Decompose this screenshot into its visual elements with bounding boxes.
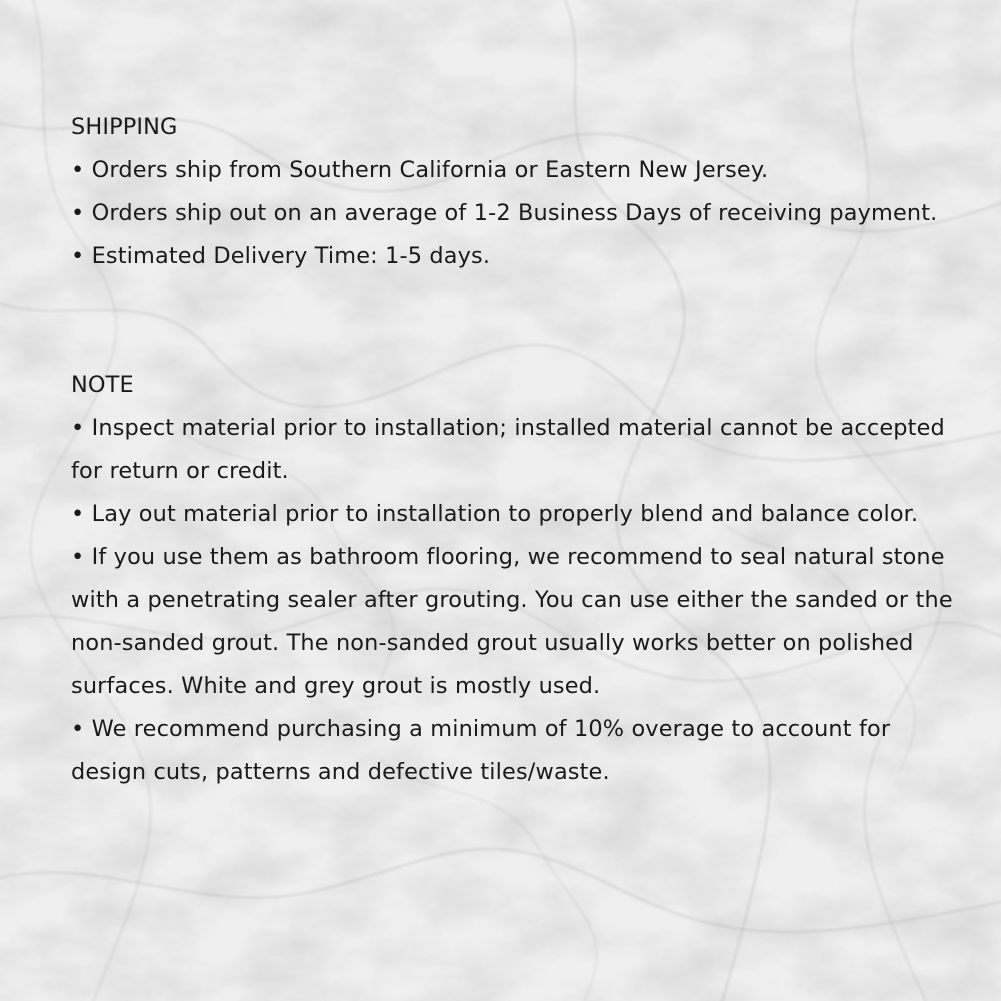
note-item-inspect: • Inspect material prior to installation; installed material cannot be accepted for return or credit. [71, 415, 945, 484]
note-item-layout: • Lay out material prior to installation to properly blend and balance color. [71, 501, 919, 527]
shipping-heading: SHIPPING [71, 114, 178, 140]
note-section [71, 364, 961, 794]
note-heading: NOTE [71, 372, 134, 398]
section-spacer [71, 278, 961, 364]
info-panel [71, 106, 961, 794]
shipping-section [71, 106, 961, 278]
shipping-item-origin: • Orders ship from Southern California or Eastern New Jersey. [71, 157, 769, 183]
shipping-item-delivery-time: • Estimated Delivery Time: 1-5 days. [71, 243, 491, 269]
shipping-item-processing-time: • Orders ship out on an average of 1-2 Business Days of receiving payment. [71, 200, 938, 226]
shipping-list [71, 149, 961, 278]
note-item-overage: • We recommend purchasing a minimum of 10% overage to account for design cuts, patterns and defective tiles/waste. [71, 716, 891, 785]
note-list [71, 407, 961, 794]
note-item-sealing: • If you use them as bathroom flooring, we recommend to seal natural stone with a penetrating sealer after grouting. You can use either the sanded or the non-sanded grout. The non-sanded grout usually works better on polished surfaces. White and grey grout is mostly used. [71, 544, 953, 699]
